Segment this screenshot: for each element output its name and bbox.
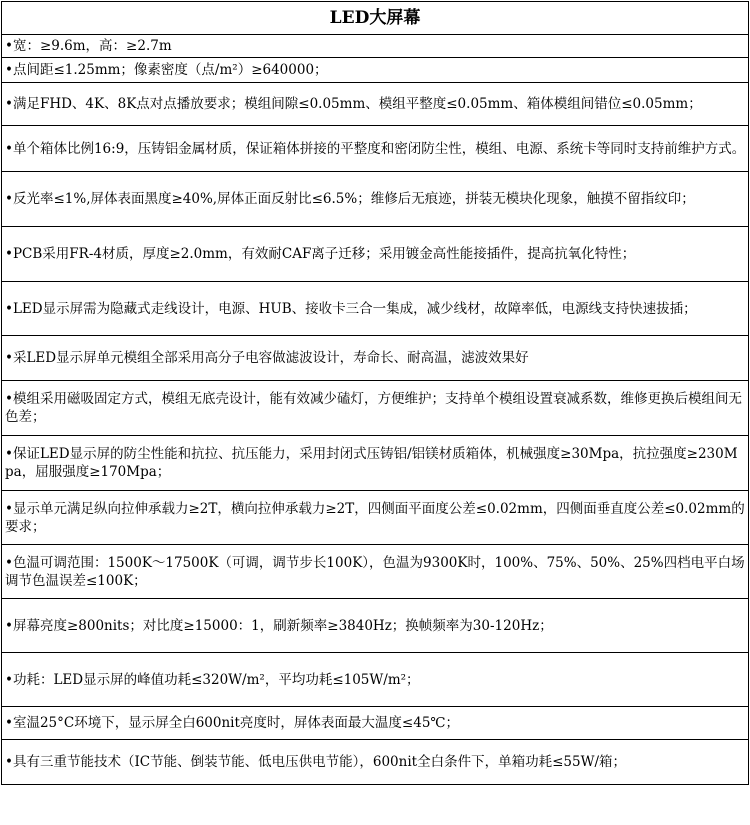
- spec-item: •色温可调范围：1500K～17500K（可调，调节步长100K），色温为9300K时，100%、75%、50%、25%四档电平白场调节色温误差≤100K；: [2, 545, 749, 599]
- spec-item: •功耗：LED显示屏的峰值功耗≤320W/m²，平均功耗≤105W/m²；: [2, 653, 749, 707]
- table-row: [2, 227, 749, 282]
- spec-item: •保证LED显示屏的防尘性能和抗拉、抗压能力，采用封闭式压铸铝/铝镁材质箱体，机械强度≥30Mpa，抗拉强度≥230Mpa，屈服强度≥170Mpa；: [2, 436, 749, 491]
- table-row: [2, 58, 749, 83]
- table-row: [2, 545, 749, 599]
- spec-item: •点间距≤1.25mm；像素密度（点/m²）≥640000；: [2, 58, 749, 83]
- spec-item: •具有三重节能技术（IC节能、倒装节能、低电压供电节能），600nit全白条件下，单箱功耗≤55W/箱；: [2, 740, 749, 785]
- spec-table: [1, 1, 749, 785]
- spec-item: •模组采用磁吸固定方式，模组无底壳设计，能有效减少磕灯，方便维护；支持单个模组设置衰减系数，维修更换后模组间无色差；: [2, 381, 749, 436]
- table-row: [2, 740, 749, 785]
- table-row: [2, 172, 749, 227]
- table-row: [2, 35, 749, 58]
- table-row: [2, 491, 749, 545]
- spec-item: •屏幕亮度≥800nits；对比度≥15000：1，刷新频率≥3840Hz；换帧频率为30-120Hz；: [2, 599, 749, 653]
- spec-item: •单个箱体比例16:9，压铸铝金属材质，保证箱体拼接的平整度和密闭防尘性，模组、电源、系统卡等同时支持前维护方式。: [2, 126, 749, 172]
- table-row: [2, 436, 749, 491]
- table-row: [2, 381, 749, 436]
- table-row: [2, 599, 749, 653]
- table-row: [2, 336, 749, 381]
- spec-item: •采LED显示屏单元模组全部采用高分子电容做滤波设计，寿命长、耐高温，滤波效果好: [2, 336, 749, 381]
- spec-item: •PCB采用FR-4材质，厚度≥2.0mm，有效耐CAF离子迁移；采用镀金高性能接插件，提高抗氧化特性；: [2, 227, 749, 282]
- table-row: [2, 126, 749, 172]
- spec-item: •宽：≥9.6m，高：≥2.7m: [2, 35, 749, 58]
- table-row: [2, 653, 749, 707]
- spec-item: •反光率≤1%,屏体表面黑度≥40%,屏体正面反射比≤6.5%；维修后无痕迹，拼装无模块化现象，触摸不留指纹印；: [2, 172, 749, 227]
- table-row: [2, 282, 749, 336]
- table-title: LED大屏幕: [2, 2, 749, 35]
- spec-item: •LED显示屏需为隐藏式走线设计，电源、HUB、接收卡三合一集成，减少线材，故障率低，电源线支持快速拔插；: [2, 282, 749, 336]
- spec-item: •显示单元满足纵向拉伸承载力≥2T，横向拉伸承载力≥2T，四侧面平面度公差≤0.02mm，四侧面垂直度公差≤0.02mm的要求；: [2, 491, 749, 545]
- spec-item: •室温25°C环境下，显示屏全白600nit亮度时，屏体表面最大温度≤45℃；: [2, 707, 749, 740]
- title-row: [2, 2, 749, 35]
- table-row: [2, 707, 749, 740]
- table-row: [2, 83, 749, 126]
- spec-item: •满足FHD、4K、8K点对点播放要求；模组间隙≤0.05mm、模组平整度≤0.05mm、箱体模组间错位≤0.05mm；: [2, 83, 749, 126]
